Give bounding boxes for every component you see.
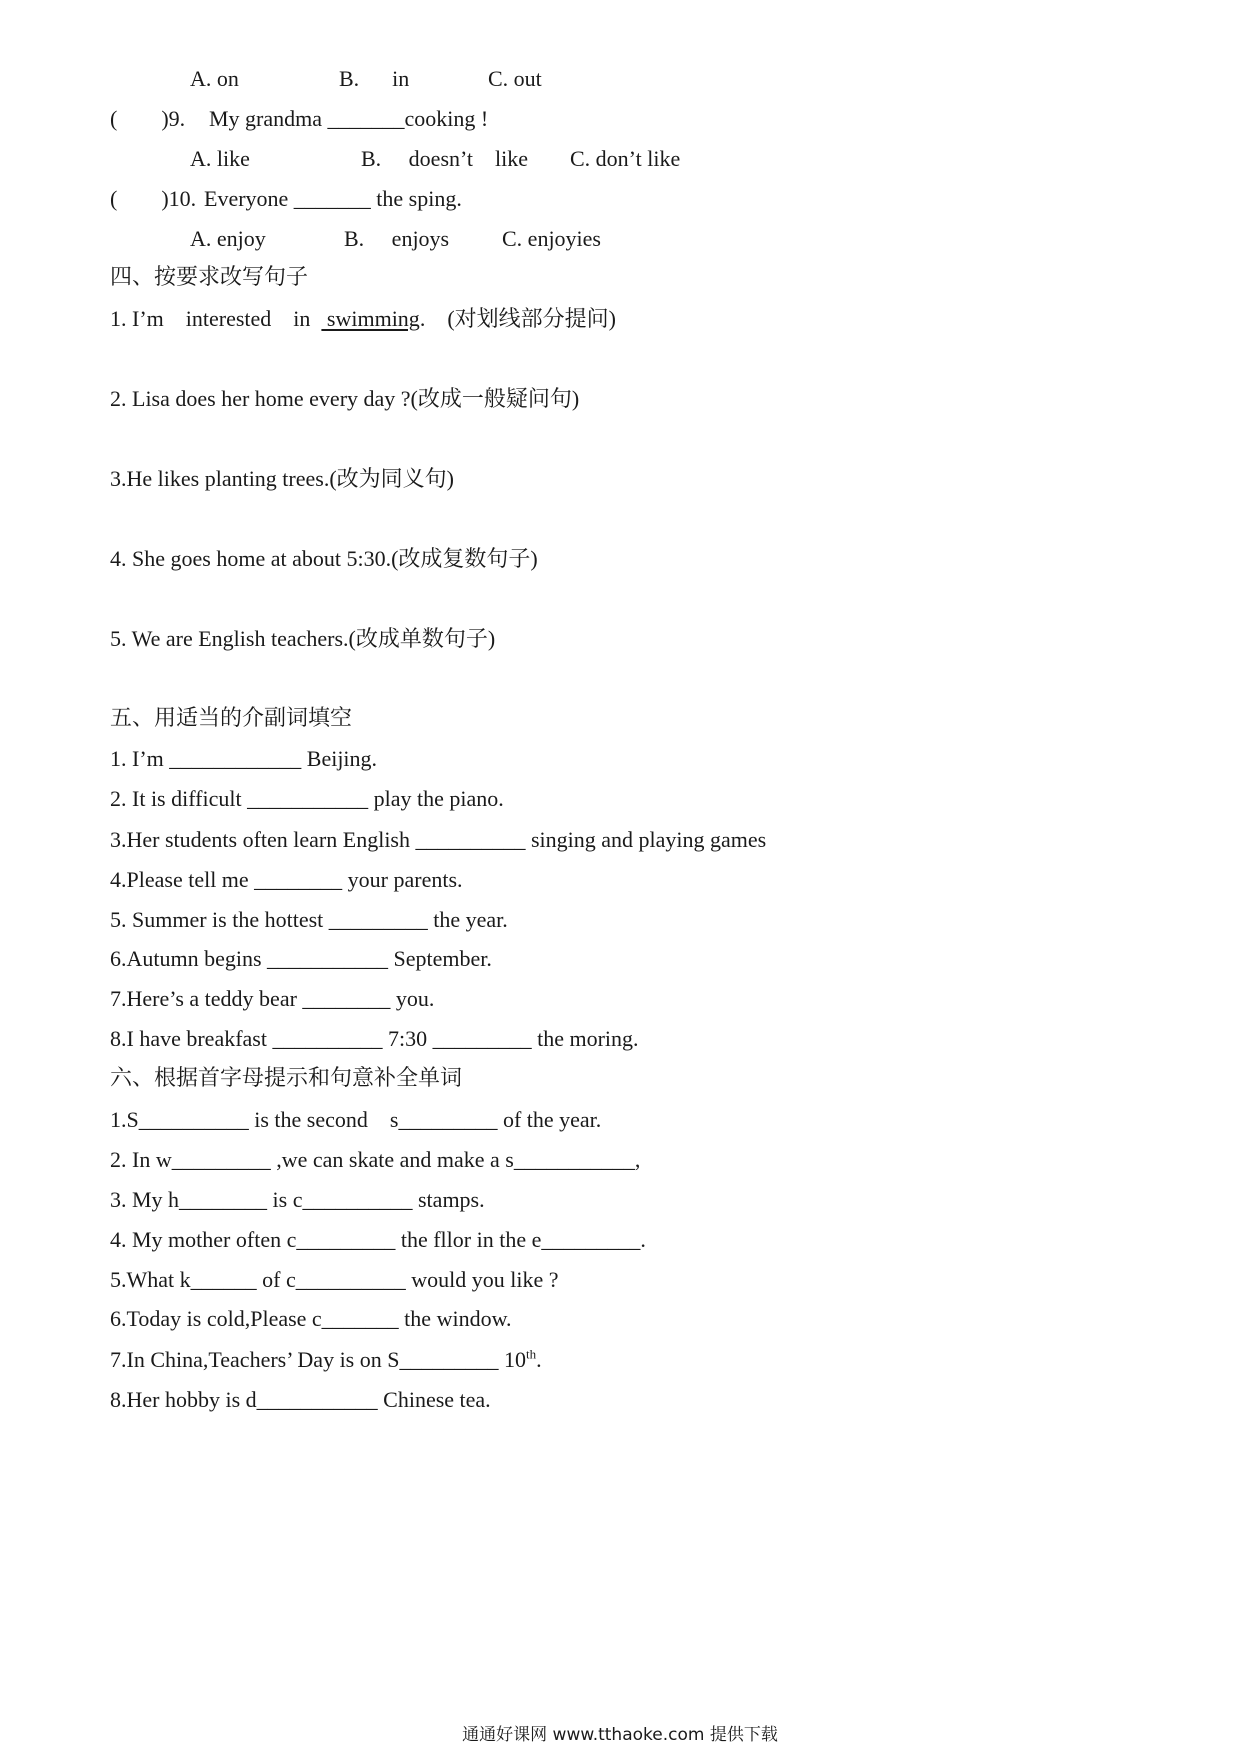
ordinal-superscript: th xyxy=(525,1346,537,1362)
q10-question: Everyone _______ the sping. xyxy=(204,186,462,211)
section4-item-1: 1. I’m interested in swimming. (对划线部分提问) xyxy=(110,306,616,331)
section5-item-6: 6.Autumn begins ___________ September. xyxy=(110,946,492,971)
section5-item-2: 2. It is difficult ___________ play the piano. xyxy=(110,786,504,811)
q8-option-a: A. on xyxy=(190,66,239,91)
section6-item-3: 3. My h________ is c__________ stamps. xyxy=(110,1187,485,1212)
q9-option-b: B. doesn’t like xyxy=(361,146,529,171)
section4-item-2: 2. Lisa does her home every day ?(改成一般疑问句) xyxy=(110,386,580,411)
q9-question: My grandma _______cooking ! xyxy=(209,106,489,131)
section5-item-4: 4.Please tell me ________ your parents. xyxy=(110,867,463,892)
section5-item-8: 8.I have breakfast __________ 7:30 _________ the moring. xyxy=(110,1026,639,1051)
section6-item-8: 8.Her hobby is d___________ Chinese tea. xyxy=(110,1387,491,1412)
page-footer: 通通好课网 www.tthaoke.com 提供下载 xyxy=(462,1725,778,1745)
q9-answer-paren: ( )9. xyxy=(110,106,186,131)
underlined-word: swimming xyxy=(321,306,420,331)
q8-option-b: B. in xyxy=(339,66,410,91)
section6-item-2: 2. In w_________ ,we can skate and make a s___________, xyxy=(110,1147,641,1172)
section6-item-4: 4. My mother often c_________ the fllor in the e_________. xyxy=(110,1227,646,1252)
section5-heading: 五、用适当的介副词填空 xyxy=(110,706,353,731)
section6-item-7: 7.In China,Teachers’ Day is on S_________ 10th. xyxy=(110,1346,542,1372)
section6-item-5: 5.What k______ of c__________ would you like ? xyxy=(110,1267,559,1292)
q10-option-c: C. enjoyies xyxy=(502,226,601,251)
section6-heading: 六、根据首字母提示和句意补全单词 xyxy=(110,1066,463,1091)
section5-item-3: 3.Her students often learn English __________ singing and playing games xyxy=(110,827,767,852)
section5-item-7: 7.Here’s a teddy bear ________ you. xyxy=(110,986,435,1011)
q9-option-a: A. like xyxy=(190,146,250,171)
section5-item-5: 5. Summer is the hottest _________ the year. xyxy=(110,907,508,932)
section4-heading: 四、按要求改写句子 xyxy=(110,265,309,290)
q8-option-c: C. out xyxy=(488,66,542,91)
q10-option-b: B. enjoys xyxy=(344,226,450,251)
section6-item-6: 6.Today is cold,Please c_______ the window. xyxy=(110,1306,512,1331)
section4-item-3: 3.He likes planting trees.(改为同义句) xyxy=(110,466,454,491)
section5-item-1: 1. I’m ____________ Beijing. xyxy=(110,746,378,771)
section4-item-5: 5. We are English teachers.(改成单数句子) xyxy=(110,626,496,651)
q9-option-c: C. don’t like xyxy=(570,146,681,171)
q10-answer-paren: ( )10. xyxy=(110,186,197,211)
section6-item-1: 1.S__________ is the second s_________ of the year. xyxy=(110,1107,602,1132)
section4-item-4: 4. She goes home at about 5:30.(改成复数句子) xyxy=(110,546,538,571)
q10-option-a: A. enjoy xyxy=(190,226,266,251)
